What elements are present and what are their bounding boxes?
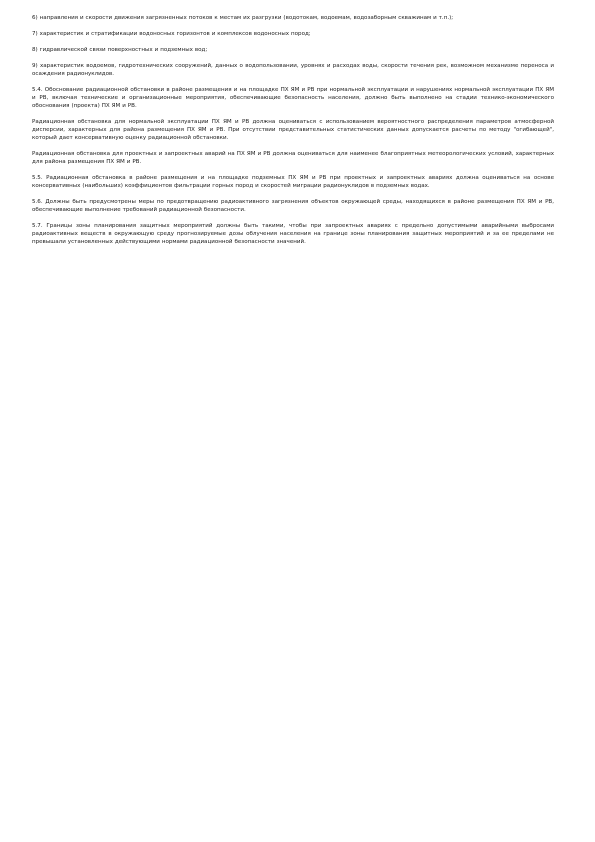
list-item-8: 8) гидравлической связи поверхностных и подземных вод; [32,47,208,54]
section-5-7-paragraph: 5.7. Границы зоны планирования защитных мероприятий должны быть такими, чтобы при запроектных авариях с предельно допустимыми аварийными выбросами радиоактивных веществ в окружающую среду прогнозируемые дозы облучения населения на границе зоны планирования защитных мероприятий и за ее пределами не превышали установленных действующими нормами радиационной безопасности значений. [32,223,554,245]
document-body [32,15,554,255]
list-item-6: 6) направления и скорости движения загрязненных потоков к местам их разгрузки (водотокам, водоемам, водозаборным скважинам и т.п.); [32,15,454,21]
section-5-4-paragraph: 5.4. Обоснование радиационной обстановки в районе размещения и на площадке ПХ ЯМ и РВ при нормальной эксплуатации и нарушениях нормальной эксплуатации ПХ ЯМ и РВ, включая технические и организационные мероприятия, обеспечивающие безопасность населения, должно быть выполнено на стадии технико-экономического обоснования (проекта) ПХ ЯМ и РВ. [32,87,554,110]
list-item-9: 9) характеристик водоемов, гидротехнических сооружений, данных о водопользовании, уровнях и расходах воды, скорости течения рек, возможном механизме переноса и осаждения радионуклидов. [32,63,554,78]
list-item-7: 7) характеристик и стратификации водоносных горизонтов и комплексов водоносных пород; [32,31,311,38]
normal-operation-paragraph: Радиационная обстановка для нормальной эксплуатации ПХ ЯМ и РВ должна оцениваться с использованием вероятностного распределения параметров атмосферной дисперсии, характерных для района размещения ПХ ЯМ и РВ. При отсутствии представительных статистических данных допускается расчеты по методу "огибающей", который дает консервативную оценку радиационной обстановки. [32,119,554,141]
section-5-5-paragraph: 5.5. Радиационная обстановка в районе размещения и на площадке подземных ПХ ЯМ и РВ при проектных и запроектных авариях должна оцениваться на основе консервативных (наибольших) коэффициентов фильтрации горных пород и скоростей миграции радионуклидов в подземных водах. [32,175,554,189]
accident-conditions-paragraph: Радиационная обстановка для проектных и запроектных аварий на ПХ ЯМ и РВ должна оцениваться для наименее благоприятных метеорологических условий, характерных для района размещения ПХ ЯМ и РВ. [32,151,554,165]
section-5-6-paragraph: 5.6. Должны быть предусмотрены меры по предотвращению радиоактивного загрязнения объектов окружающей среды, находящихся в районе размещения ПХ ЯМ и РВ, обеспечивающие выполнение требований радиационной безопасности. [32,199,554,213]
